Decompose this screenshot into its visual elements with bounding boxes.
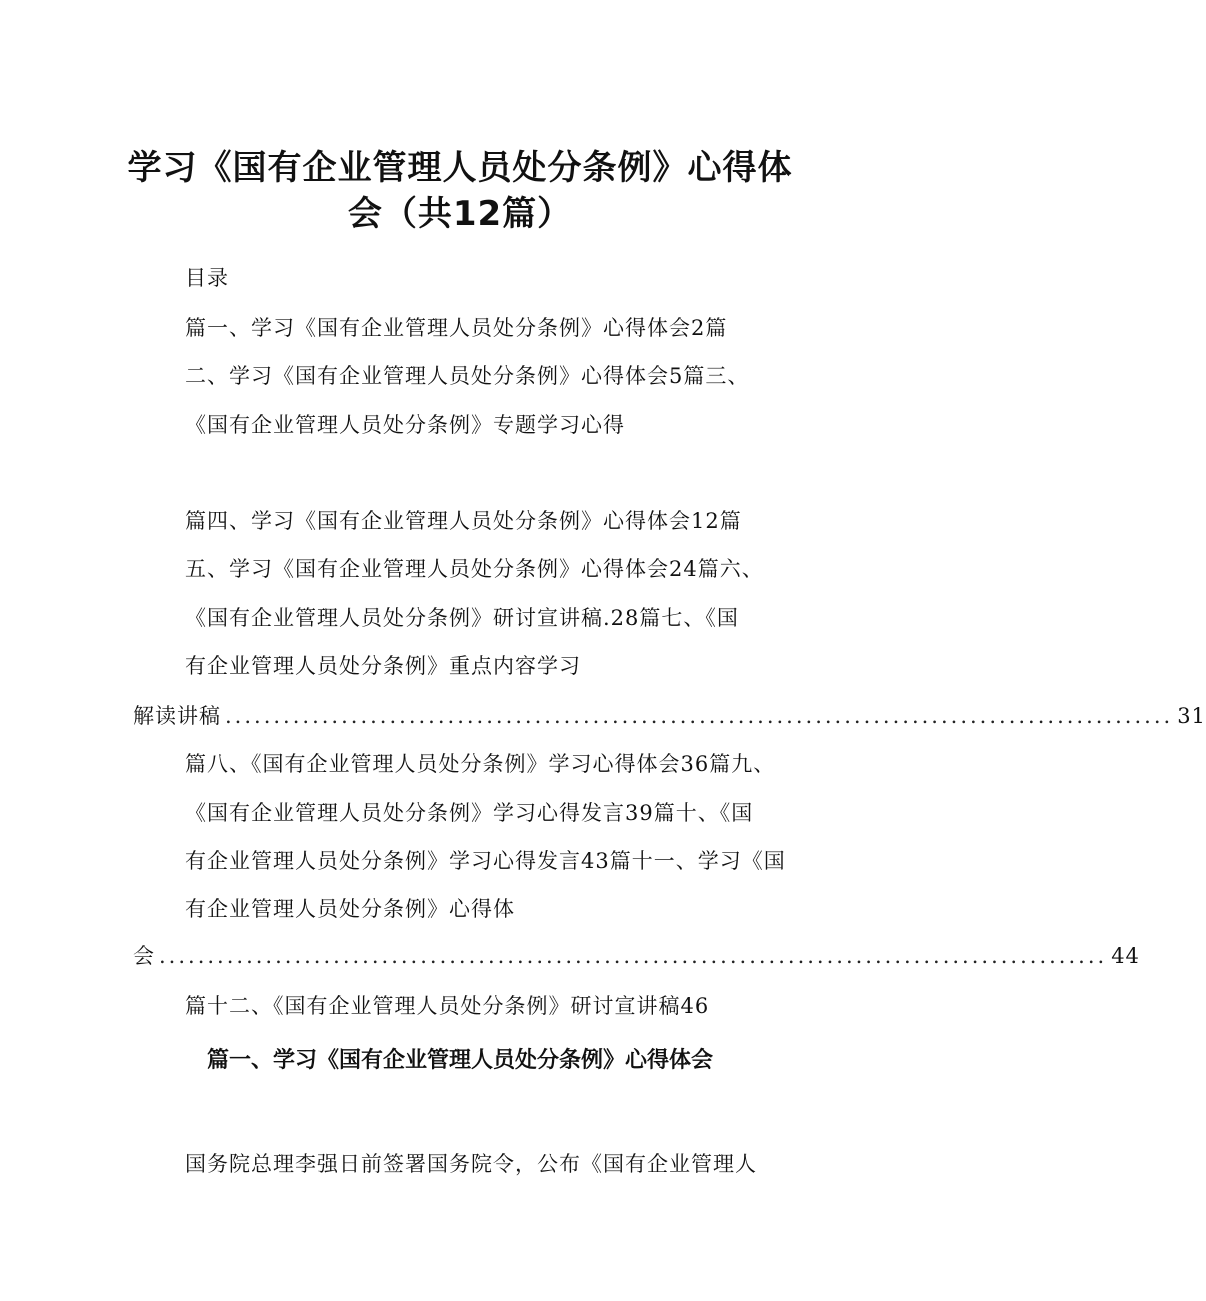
toc-entry-text: 会 — [133, 944, 155, 968]
section-heading: 篇一、学习《国有企业管理人员处分条例》心得体会 — [206, 1048, 713, 1073]
dot-leader: .................................................................................................. — [225, 704, 1174, 728]
toc-line: 《国有企业管理人员处分条例》研讨宣讲稿.28篇七、《国 — [185, 606, 739, 630]
toc-line: 五、学习《国有企业管理人员处分条例》心得体会24篇六、 — [185, 557, 764, 581]
toc-line: 有企业管理人员处分条例》心得体 — [185, 897, 515, 921]
toc-line: 篇八、《国有企业管理人员处分条例》学习心得体会36篇九、 — [185, 752, 776, 776]
document-title-line-1: 学习《国有企业管理人员处分条例》心得体 — [127, 148, 793, 188]
toc-line: 《国有企业管理人员处分条例》专题学习心得 — [185, 413, 625, 437]
toc-line: 篇一、学习《国有企业管理人员处分条例》心得体会2篇 — [185, 316, 728, 340]
toc-entry-page: 44 — [1111, 944, 1140, 968]
document-title-line-2: 会（共12篇） — [347, 194, 573, 234]
toc-dotted-entry — [133, 700, 1206, 730]
toc-line: 篇四、学习《国有企业管理人员处分条例》心得体会12篇 — [185, 509, 742, 533]
dot-leader: .................................................................................................. — [159, 944, 1108, 968]
toc-line: 篇十二、《国有企业管理人员处分条例》研讨宣讲稿46 — [185, 994, 710, 1018]
body-paragraph: 国务院总理李强日前签署国务院令，公布《国有企业管理人 — [185, 1152, 757, 1176]
toc-line: 有企业管理人员处分条例》学习心得发言43篇十一、学习《国 — [185, 849, 786, 873]
toc-line: 《国有企业管理人员处分条例》学习心得发言39篇十、《国 — [185, 801, 754, 825]
toc-entry-text: 解读讲稿 — [133, 704, 221, 728]
toc-label: 目录 — [185, 266, 229, 290]
toc-dotted-entry — [133, 940, 1140, 970]
toc-entry-page: 31 — [1177, 704, 1206, 728]
toc-line: 二、学习《国有企业管理人员处分条例》心得体会5篇三、 — [185, 364, 750, 388]
toc-line: 有企业管理人员处分条例》重点内容学习 — [185, 654, 581, 678]
